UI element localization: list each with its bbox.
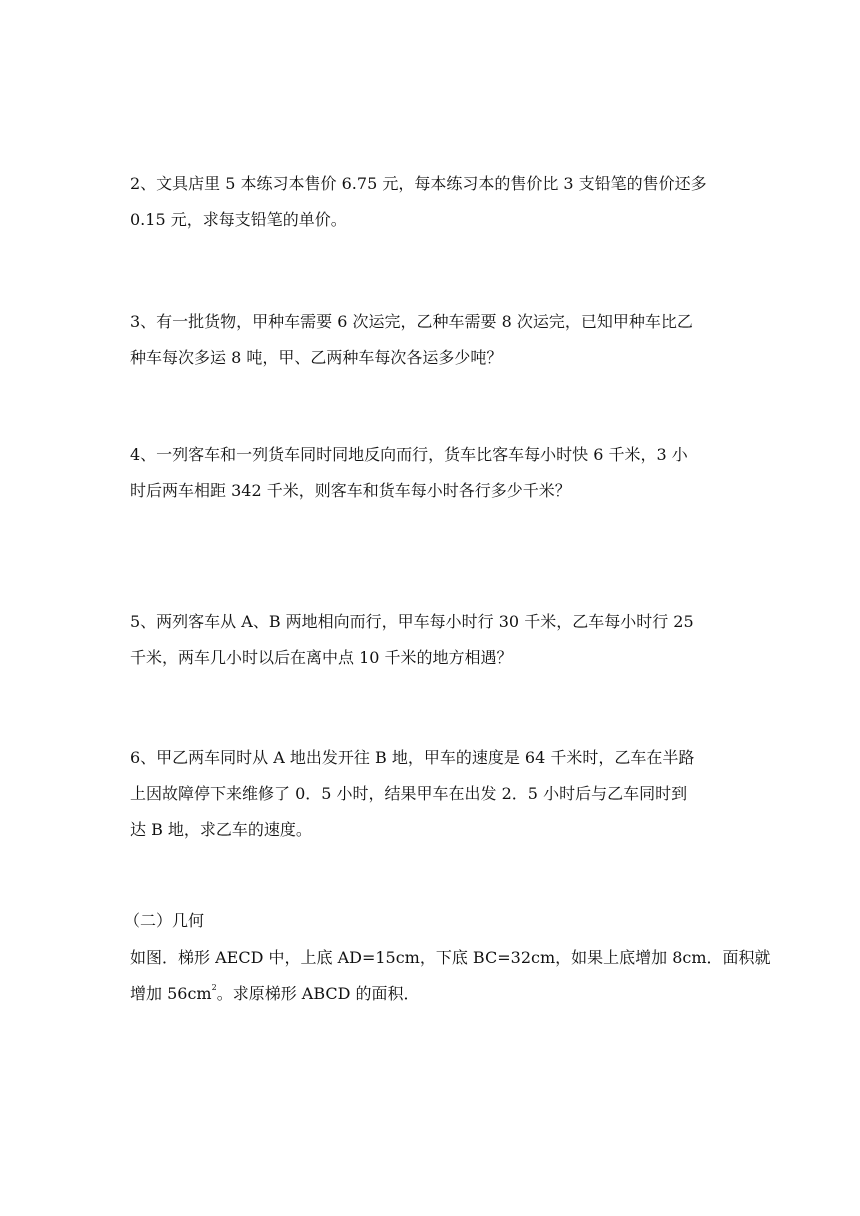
problem-5-line-2: 千米，两车几小时以后在离中点 10 千米的地方相遇？ — [130, 648, 513, 667]
problem-4 — [130, 437, 740, 509]
problem-2-line-2: 0.15 元，求每支铅笔的单价。 — [130, 210, 347, 229]
section-heading-geometry: （二）几何 — [124, 911, 205, 930]
problem-6 — [130, 740, 740, 848]
problem-6-line-1: 6、甲乙两车同时从 A 地出发开往 B 地，甲车的速度是 64 千米时，乙车在半路 — [130, 748, 695, 767]
problem-5 — [130, 604, 740, 676]
problem-2-line-1: 2、文具店里 5 本练习本售价 6.75 元，每本练习本的售价比 3 支铅笔的售价还多 — [130, 174, 707, 193]
problem-4-line-2: 时后两车相距 342 千米，则客车和货车每小时各行多少千米？ — [130, 481, 571, 500]
problem-5-line-1: 5、两列客车从 A、B 两地相向而行，甲车每小时行 30 千米，乙车每小时行 25 — [130, 612, 694, 631]
problem-6-line-3: 达 B 地，求乙车的速度。 — [130, 820, 312, 839]
problem-6-line-2: 上因故障停下来维修了 0．5 小时，结果甲车在出发 2．5 小时后与乙车同时到 — [130, 784, 688, 803]
geometry-line-2 — [130, 976, 740, 1012]
problem-3-line-2: 种车每次多运 8 吨，甲、乙两种车每次各运多少吨？ — [130, 348, 503, 367]
problem-4-line-1: 4、一列客车和一列货车同时同地反向而行，货车比客车每小时快 6 千米，3 小 — [130, 445, 688, 464]
problem-3 — [130, 304, 740, 376]
geometry-line-2-text: 增加 56cm — [130, 984, 212, 1003]
problem-3-line-1: 3、有一批货物，甲种车需要 6 次运完，乙种车需要 8 次运完，已知甲种车比乙 — [130, 312, 693, 331]
problem-2 — [130, 166, 740, 238]
geometry-problem — [130, 940, 771, 1012]
geometry-line-2-end: 。求原梯形 ABCD 的面积． — [216, 984, 420, 1003]
geometry-line-1: 如图．梯形 AECD 中，上底 AD=15cm，下底 BC=32cm，如果上底增加 8cm．面积就 — [130, 948, 771, 967]
area-unit-superscript: 2 — [211, 983, 217, 992]
